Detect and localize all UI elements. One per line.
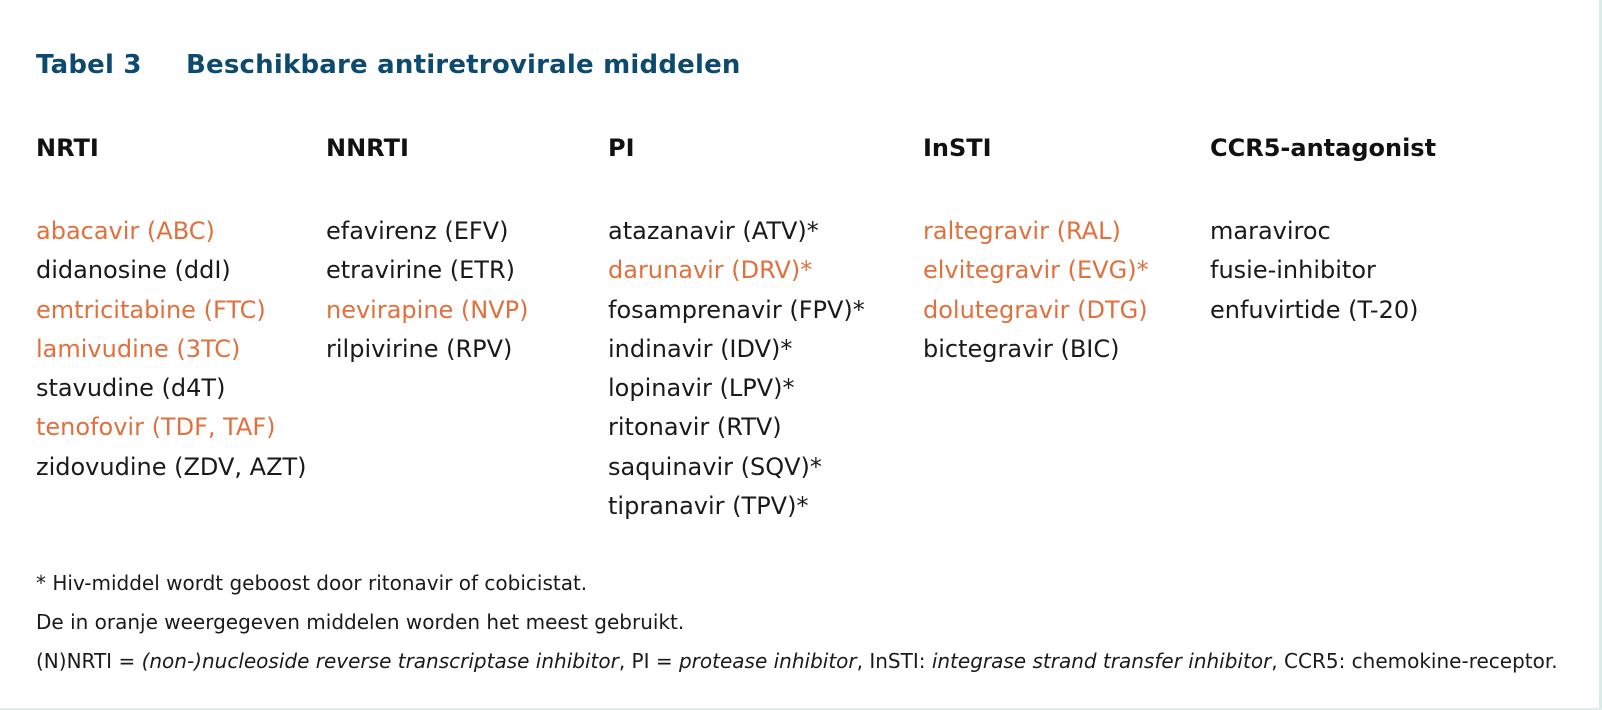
drug-item: elvitegravir (EVG)* xyxy=(923,256,1149,285)
column-ccr5 xyxy=(1210,132,1436,330)
drug-item: darunavir (DRV)* xyxy=(608,256,813,285)
drug-item: lopinavir (LPV)* xyxy=(608,374,795,403)
drug-item: nevirapine (NVP) xyxy=(326,295,529,324)
drug-list-ccr5 xyxy=(1210,212,1436,330)
drug-item: tenofovir (TDF, TAF) xyxy=(36,413,276,442)
drug-item: etravirine (ETR) xyxy=(326,256,515,285)
column-insti xyxy=(923,132,1149,369)
table-number: Tabel 3 xyxy=(36,50,142,80)
column-nnrti xyxy=(326,132,529,369)
drug-item: rilpivirine (RPV) xyxy=(326,334,513,363)
drug-item: abacavir (ABC) xyxy=(36,217,215,245)
abbr-nnrti: (N)NRTI = xyxy=(36,649,142,673)
column-heading-nnrti: NNRTI xyxy=(326,134,409,162)
column-nrti xyxy=(36,132,307,487)
drug-item: atazanavir (ATV)* xyxy=(608,217,819,245)
drug-item: maraviroc xyxy=(1210,217,1331,245)
drug-list-nrti xyxy=(36,212,307,487)
drug-item: didanosine (ddI) xyxy=(36,256,231,285)
drug-item: zidovudine (ZDV, AZT) xyxy=(36,452,307,481)
drug-item: enfuvirtide (T-20) xyxy=(1210,295,1419,324)
abbr-nnrti-expansion: (non-)nucleoside reverse transcriptase inhibitor xyxy=(141,649,619,673)
drug-list-insti xyxy=(923,212,1149,369)
abbr-insti: , InSTI: xyxy=(856,649,932,673)
abbr-pi: , PI = xyxy=(618,649,679,673)
column-heading-pi: PI xyxy=(608,134,635,162)
drug-item: fusie-inhibitor xyxy=(1210,256,1376,285)
table-title xyxy=(36,50,741,80)
drug-item: bictegravir (BIC) xyxy=(923,334,1120,363)
drug-item: ritonavir (RTV) xyxy=(608,413,782,442)
drug-item: efavirenz (EFV) xyxy=(326,217,509,245)
column-pi xyxy=(608,132,865,526)
abbr-ccr5: , CCR5: chemokine-receptor. xyxy=(1271,649,1558,673)
drug-item: tipranavir (TPV)* xyxy=(608,492,809,521)
drug-list-pi xyxy=(608,212,865,526)
table-caption: Beschikbare antiretrovirale middelen xyxy=(186,50,741,80)
abbr-pi-expansion: protease inhibitor xyxy=(678,649,857,673)
abbr-insti-expansion: integrase strand transfer inhibitor xyxy=(931,649,1272,673)
drug-item: saquinavir (SQV)* xyxy=(608,452,822,481)
column-heading-insti: InSTI xyxy=(923,134,992,162)
drug-item: emtricitabine (FTC) xyxy=(36,295,266,324)
drug-item: indinavir (IDV)* xyxy=(608,334,793,363)
table-footnotes xyxy=(36,570,1558,687)
drug-item: fosamprenavir (FPV)* xyxy=(608,295,865,324)
drug-list-nnrti xyxy=(326,212,529,369)
footnote-abbreviations xyxy=(36,648,1558,687)
footnote-orange: De in oranje weergegeven middelen worden het meest gebruikt. xyxy=(36,610,685,634)
drug-item: stavudine (d4T) xyxy=(36,374,226,403)
footnote-boosted: * Hiv-middel wordt geboost door ritonavir of cobicistat. xyxy=(36,571,588,595)
drug-item: dolutegravir (DTG) xyxy=(923,295,1148,324)
drug-item: lamivudine (3TC) xyxy=(36,334,241,363)
drug-item: raltegravir (RAL) xyxy=(923,217,1121,245)
column-heading-ccr5: CCR5-antagonist xyxy=(1210,134,1437,162)
column-heading-nrti: NRTI xyxy=(36,134,99,162)
